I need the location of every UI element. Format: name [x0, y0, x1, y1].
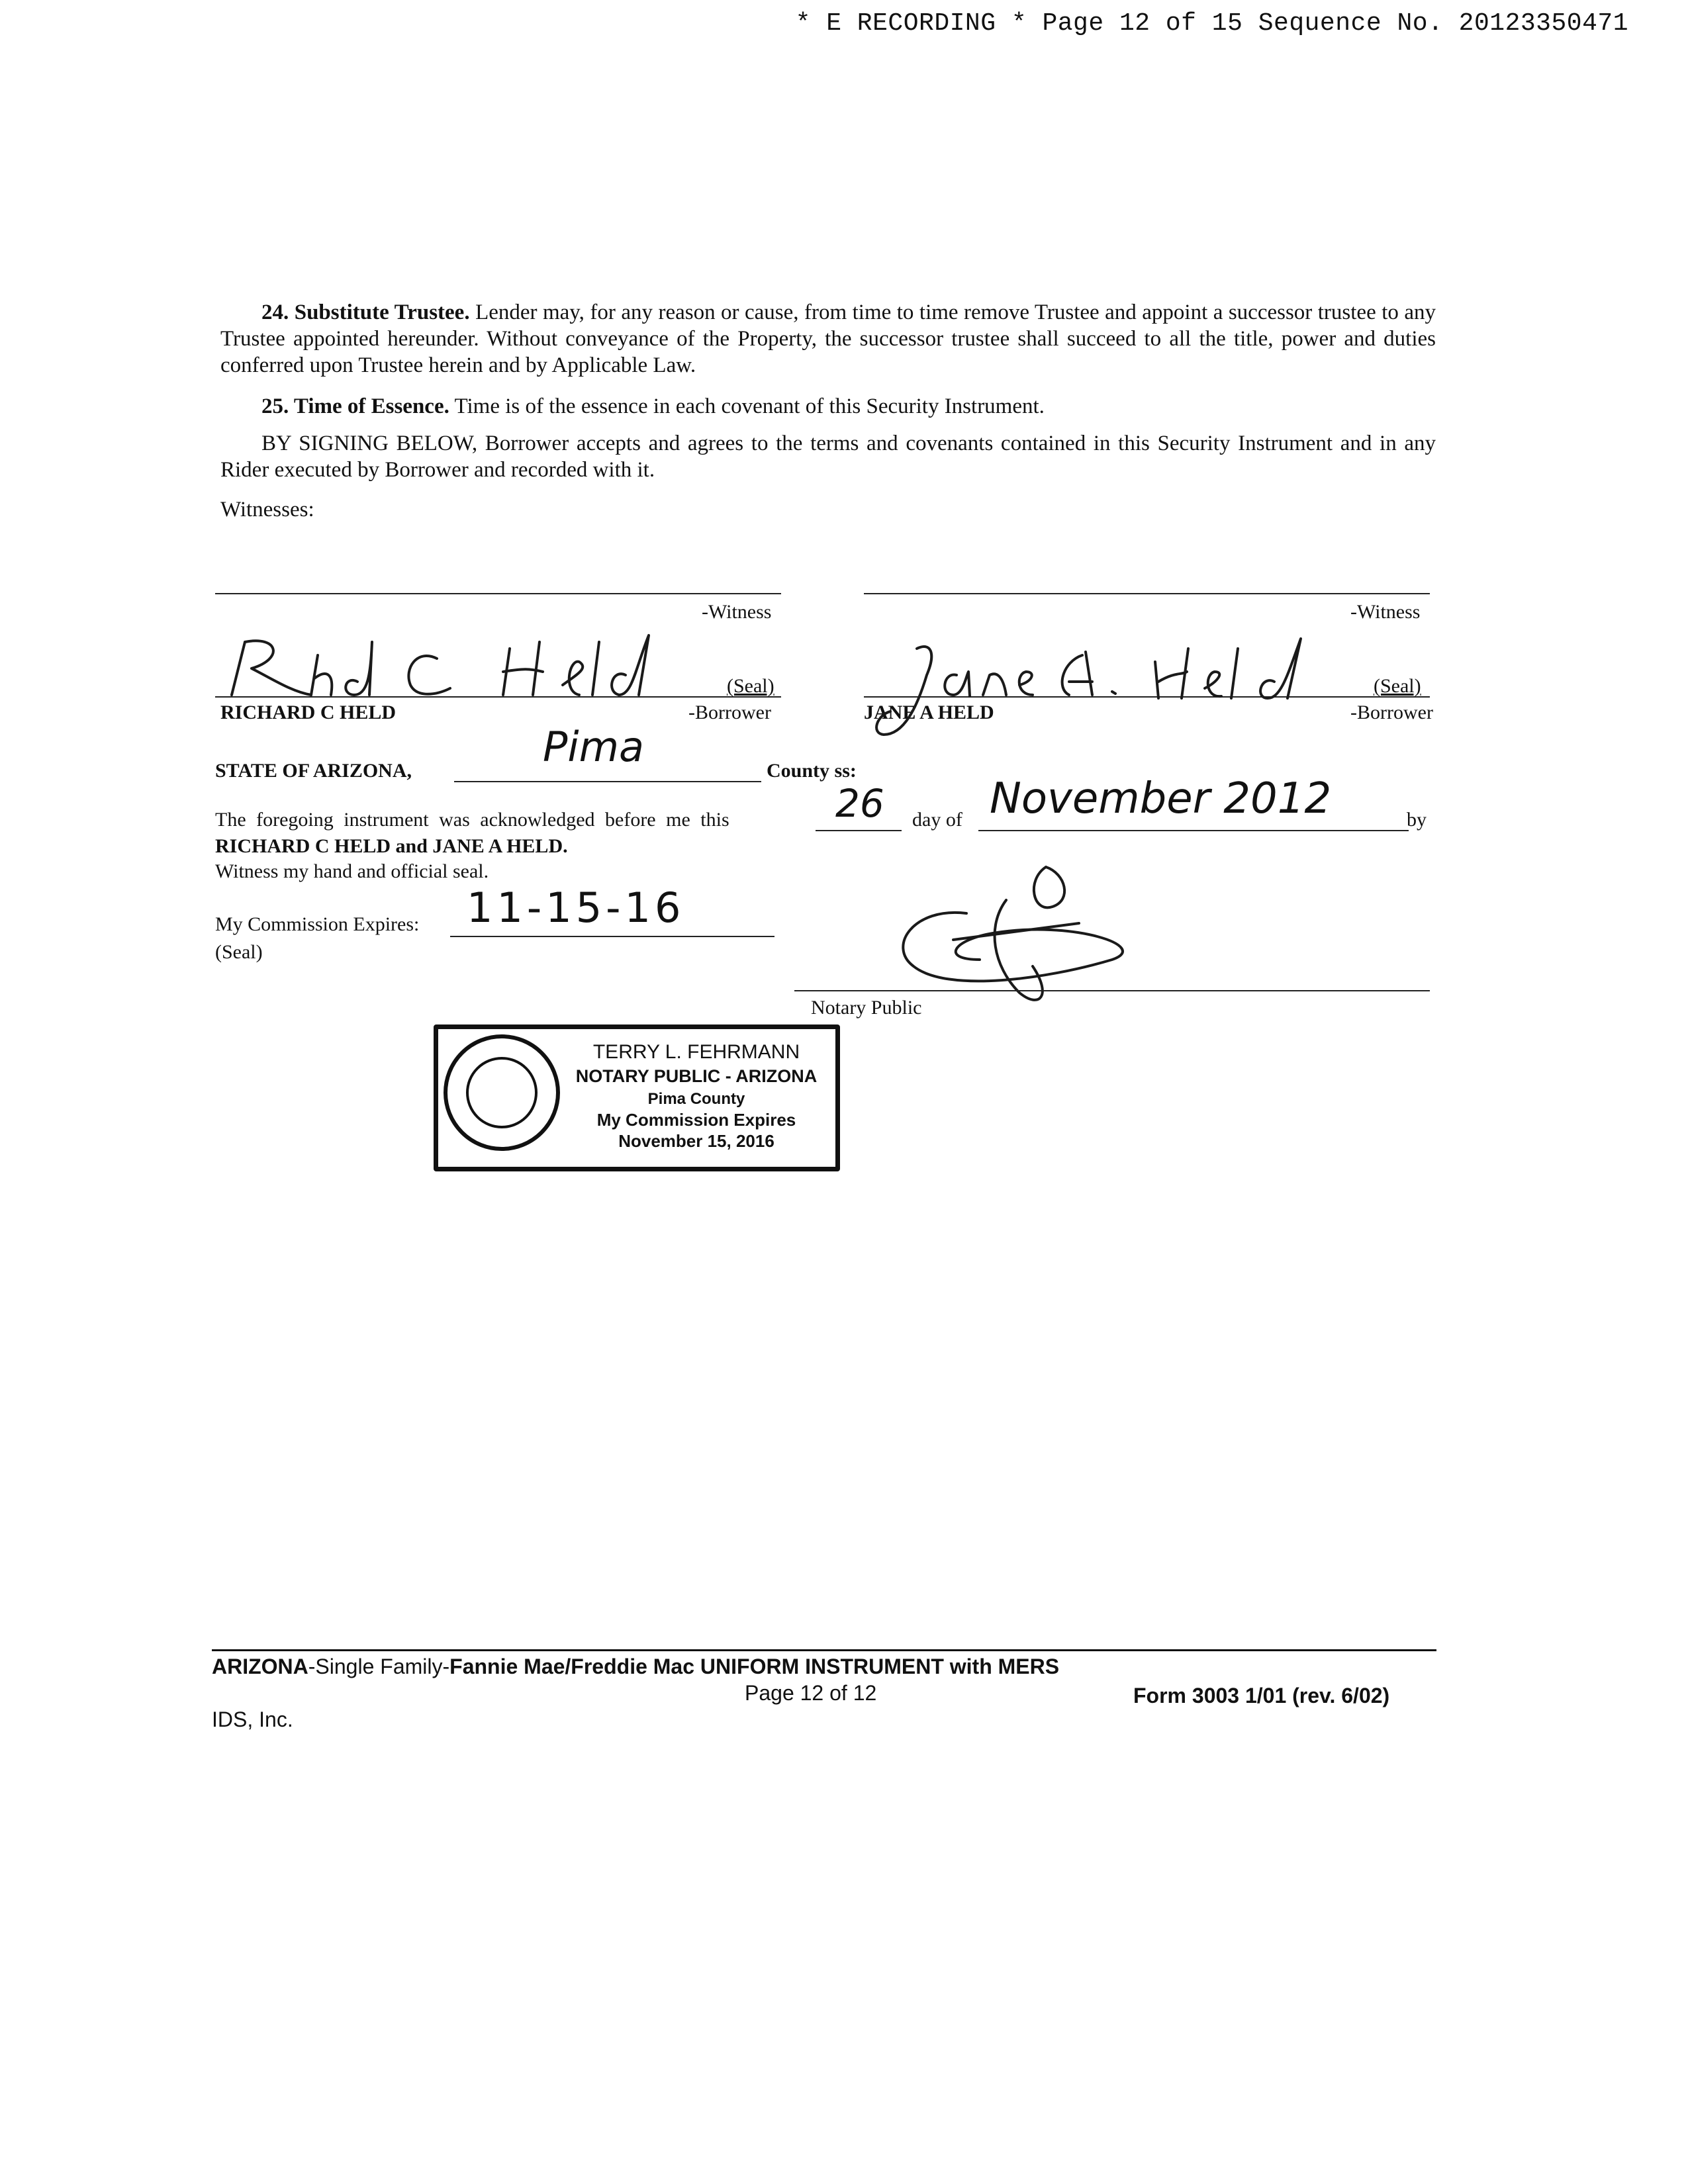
footer-vendor: IDS, Inc.	[212, 1707, 293, 1731]
commission-label: My Commission Expires:	[215, 913, 420, 935]
by-label: by	[1407, 809, 1427, 831]
notary-signature-line	[794, 990, 1430, 991]
footer-form-title	[212, 1655, 1059, 1679]
footer-form-number: Form 3003 1/01 (rev. 6/02)	[1133, 1684, 1390, 1707]
state-seal-icon	[444, 1034, 560, 1151]
borrower-label-left: -Borrower	[688, 702, 771, 723]
paragraph-24	[220, 299, 1436, 379]
borrower-label-right: -Borrower	[1350, 702, 1433, 723]
borrower1-name: RICHARD C HELD	[220, 702, 397, 723]
witness-line-left	[215, 593, 781, 594]
witnesses-label: Witnesses:	[220, 498, 314, 522]
paragraph-25-heading: 25. Time of Essence.	[261, 394, 449, 418]
paragraph-24-text: Lender may, for any reason or cause, from time to time remove Trustee and appoint a successor trustee to any Trustee appointed hereunder. Without conveyance of the Property, the successor trustee shall succeed to all the title, power and duties conferred upon Trustee herein and by Applicable Law.	[220, 300, 1436, 377]
recording-header: * E RECORDING * Page 12 of 15 Sequence No. 20123350471	[795, 9, 1628, 38]
stamp-notary-title: NOTARY PUBLIC - ARIZONA	[575, 1066, 818, 1086]
signing-statement: BY SIGNING BELOW, Borrower accepts and agrees to the terms and covenants contained in this Security Instrument and in any Rider executed by Borrower and recorded with it.	[220, 432, 1436, 482]
county-handwritten: Pima	[543, 723, 645, 771]
day-of-label: day of	[912, 809, 962, 831]
witness-label-left: -Witness	[702, 601, 772, 623]
seal-label: (Seal)	[215, 941, 263, 963]
county-line	[454, 781, 761, 782]
footer-page-number: Page 12 of 12	[745, 1681, 877, 1705]
seal-label-right: (Seal)	[1374, 675, 1421, 697]
paragraph-25-text: Time is of the essence in each covenant of this Security Instrument.	[454, 394, 1045, 418]
day-line	[816, 830, 902, 831]
witness-seal-text: Witness my hand and official seal.	[215, 860, 489, 882]
borrower2-name: JANE A HELD	[864, 702, 994, 723]
paragraph-25	[220, 393, 1436, 420]
notary-public-label: Notary Public	[811, 997, 922, 1019]
footer-form-name: Fannie Mae/Freddie Mac UNIFORM INSTRUMENT with MERS	[449, 1655, 1060, 1678]
stamp-commission: My Commission Expires	[596, 1110, 796, 1130]
footer-rule	[212, 1649, 1436, 1651]
notary-stamp	[434, 1024, 840, 1171]
borrower1-handwritten-signature	[218, 629, 682, 708]
state-label: STATE OF ARIZONA,	[215, 760, 412, 782]
witness-label-right: -Witness	[1350, 601, 1421, 623]
foregoing-text: The foregoing instrument was acknowledged before me this	[215, 809, 729, 831]
day-handwritten: 26	[835, 781, 884, 826]
acknowledged-names: RICHARD C HELD and JANE A HELD.	[215, 835, 568, 857]
stamp-notary-name: TERRY L. FEHRMANN	[592, 1041, 800, 1063]
stamp-expiration: November 15, 2016	[618, 1131, 774, 1151]
county-label: County ss:	[767, 760, 857, 782]
paragraph-24-heading: 24. Substitute Trustee.	[261, 300, 470, 324]
footer-state: ARIZONA	[212, 1655, 308, 1678]
footer-form-type: -Single Family-	[308, 1655, 450, 1678]
commission-line	[450, 936, 774, 937]
stamp-county: Pima County	[647, 1090, 745, 1108]
commission-handwritten: 11-15-16	[467, 884, 685, 932]
seal-label-left: (Seal)	[727, 675, 774, 697]
witness-line-right	[864, 593, 1430, 594]
month-year-line	[978, 830, 1409, 831]
month-year-handwritten: November 2012	[990, 774, 1332, 823]
borrower2-handwritten-signature	[864, 635, 1327, 741]
